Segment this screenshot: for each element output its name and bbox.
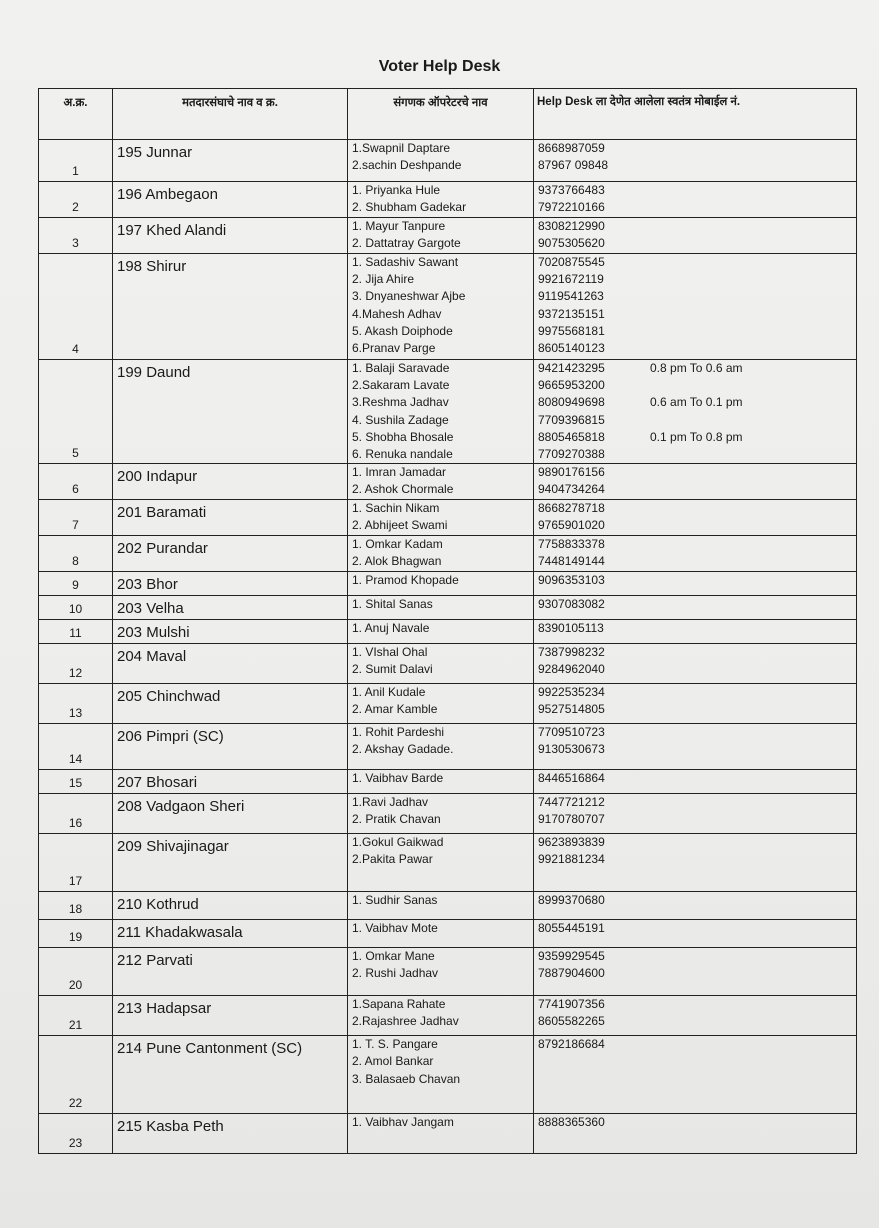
operator-name: 6. Renuka nandale bbox=[352, 446, 453, 461]
operators-cell bbox=[348, 140, 534, 182]
operators-cell bbox=[348, 218, 534, 254]
mobile-line bbox=[538, 948, 853, 965]
helpdesk-mobile-cell bbox=[534, 1036, 857, 1114]
mobile-line bbox=[538, 182, 853, 199]
mobile-line bbox=[538, 811, 853, 828]
operator-name: 1. VIshal Ohal bbox=[352, 645, 428, 660]
mobile-line bbox=[538, 377, 853, 394]
operators-cell bbox=[348, 620, 534, 644]
table-row bbox=[39, 620, 857, 644]
mobile-line bbox=[538, 306, 853, 323]
operator-name: 1. Mayur Tanpure bbox=[352, 219, 446, 233]
mobile-number: 7758833378 bbox=[538, 537, 605, 552]
operators-cell bbox=[348, 464, 534, 500]
helpdesk-mobile-cell bbox=[534, 500, 857, 536]
header-operators: संगणक ऑपरेटरचे नाव bbox=[348, 89, 534, 140]
operator-name: 2. Amol Bankar bbox=[352, 1054, 434, 1069]
constituency-name-cell: 208 Vadgaon Sheri bbox=[113, 794, 348, 834]
constituency-name-cell: 214 Pune Cantonment (SC) bbox=[113, 1036, 348, 1114]
helpdesk-mobile-cell bbox=[534, 834, 857, 892]
serial-number-cell: 20 bbox=[39, 948, 113, 996]
table-row bbox=[39, 770, 857, 794]
mobile-number: 9421423295 bbox=[538, 361, 605, 375]
shift-time: 0.1 pm To 0.8 pm bbox=[650, 429, 743, 444]
constituency-name-cell: 197 Khed Alandi bbox=[113, 218, 348, 254]
operator-name: 3.Reshma Jadhav bbox=[352, 395, 449, 410]
table-row bbox=[39, 500, 857, 536]
serial-number-cell: 18 bbox=[39, 892, 113, 920]
mobile-number: 7448149144 bbox=[538, 554, 605, 569]
mobile-line bbox=[538, 1114, 853, 1131]
serial-number-cell: 17 bbox=[39, 834, 113, 892]
table-row bbox=[39, 948, 857, 996]
operator-name: 1. Priyanka Hule bbox=[352, 183, 441, 197]
table-row bbox=[39, 892, 857, 920]
operators-cell bbox=[348, 948, 534, 996]
table-row bbox=[39, 920, 857, 948]
operators-cell bbox=[348, 684, 534, 724]
operator-name: 2.Rajashree Jadhav bbox=[352, 1014, 459, 1029]
mobile-line bbox=[538, 517, 853, 534]
operator-name: 1.Gokul Gaikwad bbox=[352, 835, 444, 850]
mobile-line bbox=[538, 741, 853, 758]
operator-name: 2. Rushi Jadhav bbox=[352, 966, 439, 981]
serial-number-cell: 16 bbox=[39, 794, 113, 834]
operators-cell bbox=[348, 770, 534, 794]
mobile-number: 9765901020 bbox=[538, 518, 605, 533]
table-row bbox=[39, 596, 857, 620]
operator-name: 2. Alok Bhagwan bbox=[352, 554, 442, 569]
operator-name: 1.Swapnil Daptare bbox=[352, 141, 451, 155]
mobile-number: 7447721212 bbox=[538, 795, 605, 810]
operator-name: 1. Sadashiv Sawant bbox=[352, 255, 459, 269]
operator-name: 1. Vaibhav Mote bbox=[352, 921, 438, 936]
mobile-number: 8668278718 bbox=[538, 501, 605, 516]
mobile-line bbox=[538, 1036, 853, 1053]
mobile-number: 9307083082 bbox=[538, 597, 605, 612]
mobile-number: 9921881234 bbox=[538, 852, 605, 867]
mobile-number: 9527514805 bbox=[538, 702, 605, 717]
constituency-name-cell: 203 Velha bbox=[113, 596, 348, 620]
operators-cell bbox=[348, 254, 534, 360]
table-row bbox=[39, 536, 857, 572]
helpdesk-mobile-cell bbox=[534, 644, 857, 684]
mobile-number: 9623893839 bbox=[538, 835, 605, 850]
serial-number-cell: 19 bbox=[39, 920, 113, 948]
mobile-number: 8668987059 bbox=[538, 141, 605, 155]
serial-number-cell: 2 bbox=[39, 182, 113, 218]
operator-name: 1. Shital Sanas bbox=[352, 597, 433, 612]
constituency-name-cell: 195 Junnar bbox=[113, 140, 348, 182]
operator-name: 2.Pakita Pawar bbox=[352, 852, 433, 867]
mobile-number: 8999370680 bbox=[538, 893, 605, 908]
mobile-line bbox=[538, 340, 853, 357]
help-desk-table bbox=[38, 88, 857, 1154]
mobile-number: 87967 09848 bbox=[538, 158, 609, 173]
operator-name: 2. Amar Kamble bbox=[352, 702, 438, 717]
operator-name: 6.Pranav Parge bbox=[352, 340, 436, 355]
mobile-line bbox=[538, 157, 853, 174]
helpdesk-mobile-cell bbox=[534, 596, 857, 620]
table-row bbox=[39, 794, 857, 834]
mobile-line bbox=[538, 271, 853, 288]
mobile-line bbox=[538, 323, 853, 340]
operator-name: 2. Sumit Dalavi bbox=[352, 662, 433, 677]
operator-name: 2.sachin Deshpande bbox=[352, 158, 462, 173]
constituency-name-cell: 203 Mulshi bbox=[113, 620, 348, 644]
constituency-name-cell: 211 Khadakwasala bbox=[113, 920, 348, 948]
mobile-number: 9284962040 bbox=[538, 662, 605, 677]
serial-number-cell: 13 bbox=[39, 684, 113, 724]
mobile-line bbox=[538, 770, 853, 787]
serial-number-cell: 12 bbox=[39, 644, 113, 684]
table-row bbox=[39, 644, 857, 684]
constituency-name-cell: 215 Kasba Peth bbox=[113, 1114, 348, 1154]
operator-name: 4.Mahesh Adhav bbox=[352, 306, 442, 321]
mobile-line bbox=[538, 851, 853, 868]
table-row bbox=[39, 464, 857, 500]
constituency-name-cell: 196 Ambegaon bbox=[113, 182, 348, 218]
constituency-name-cell: 205 Chinchwad bbox=[113, 684, 348, 724]
helpdesk-mobile-cell bbox=[534, 1114, 857, 1154]
table-row bbox=[39, 834, 857, 892]
helpdesk-mobile-cell bbox=[534, 218, 857, 254]
mobile-line bbox=[538, 701, 853, 718]
shift-time: 0.6 am To 0.1 pm bbox=[650, 395, 743, 410]
shift-time: 0.8 pm To 0.6 am bbox=[650, 361, 743, 375]
mobile-line bbox=[538, 661, 853, 678]
constituency-name-cell: 201 Baramati bbox=[113, 500, 348, 536]
table-row bbox=[39, 218, 857, 254]
helpdesk-mobile-cell bbox=[534, 536, 857, 572]
operator-name: 1. Anuj Navale bbox=[352, 621, 430, 636]
mobile-number: 9921672119 bbox=[538, 272, 604, 287]
serial-number-cell: 23 bbox=[39, 1114, 113, 1154]
serial-number-cell: 7 bbox=[39, 500, 113, 536]
table-row bbox=[39, 684, 857, 724]
helpdesk-mobile-cell bbox=[534, 794, 857, 834]
mobile-number: 9130530673 bbox=[538, 742, 605, 757]
operator-name: 5. Akash Doiphode bbox=[352, 323, 453, 338]
mobile-line bbox=[538, 412, 853, 429]
operators-cell bbox=[348, 500, 534, 536]
helpdesk-mobile-cell bbox=[534, 996, 857, 1036]
operator-name: 2. Akshay Gadade. bbox=[352, 742, 454, 757]
constituency-name-cell: 210 Kothrud bbox=[113, 892, 348, 920]
table-row bbox=[39, 724, 857, 770]
mobile-line bbox=[538, 500, 853, 517]
helpdesk-mobile-cell bbox=[534, 360, 857, 464]
mobile-number: 9890176156 bbox=[538, 465, 605, 480]
mobile-line bbox=[538, 794, 853, 811]
table-row bbox=[39, 360, 857, 464]
table-row bbox=[39, 254, 857, 360]
mobile-number: 8792186684 bbox=[538, 1037, 605, 1052]
operator-name: 1. Omkar Kadam bbox=[352, 537, 443, 552]
table-row bbox=[39, 996, 857, 1036]
constituency-name-cell: 202 Purandar bbox=[113, 536, 348, 572]
mobile-line bbox=[538, 920, 853, 937]
serial-number-cell: 4 bbox=[39, 254, 113, 360]
helpdesk-mobile-cell bbox=[534, 620, 857, 644]
mobile-line bbox=[538, 684, 853, 701]
operator-name: 1. Vaibhav Barde bbox=[352, 771, 444, 786]
mobile-line bbox=[538, 446, 853, 463]
mobile-number: 9922535234 bbox=[538, 685, 605, 700]
table-row bbox=[39, 572, 857, 596]
mobile-line bbox=[538, 536, 853, 553]
table-header-row bbox=[39, 89, 857, 140]
helpdesk-mobile-cell bbox=[534, 572, 857, 596]
helpdesk-mobile-cell bbox=[534, 254, 857, 360]
serial-number-cell: 5 bbox=[39, 360, 113, 464]
mobile-line bbox=[538, 620, 853, 637]
constituency-name-cell: 209 Shivajinagar bbox=[113, 834, 348, 892]
mobile-number: 7709396815 bbox=[538, 412, 605, 427]
serial-number-cell: 10 bbox=[39, 596, 113, 620]
mobile-number: 9119541263 bbox=[538, 289, 604, 304]
mobile-number: 7972210166 bbox=[538, 200, 605, 215]
operator-name: 2. Ashok Chormale bbox=[352, 482, 454, 497]
operators-cell bbox=[348, 724, 534, 770]
serial-number-cell: 8 bbox=[39, 536, 113, 572]
mobile-line bbox=[538, 394, 853, 411]
mobile-number: 9075305620 bbox=[538, 236, 605, 251]
mobile-line bbox=[538, 892, 853, 909]
mobile-line bbox=[538, 360, 853, 377]
operator-name: 1.Sapana Rahate bbox=[352, 997, 446, 1012]
mobile-line bbox=[538, 254, 853, 271]
mobile-number: 9665953200 bbox=[538, 378, 605, 393]
mobile-number: 9975568181 bbox=[538, 323, 605, 338]
mobile-line bbox=[538, 724, 853, 741]
header-serial: अ.क्र. bbox=[39, 89, 113, 140]
operator-name: 1. Rohit Pardeshi bbox=[352, 725, 445, 740]
mobile-line bbox=[538, 199, 853, 216]
operator-name: 1. Balaji Saravade bbox=[352, 361, 450, 375]
mobile-line bbox=[538, 481, 853, 498]
operators-cell bbox=[348, 644, 534, 684]
mobile-number: 8888365360 bbox=[538, 1115, 605, 1130]
operator-name: 1. Sachin Nikam bbox=[352, 501, 440, 516]
serial-number-cell: 9 bbox=[39, 572, 113, 596]
header-constituency: मतदारसंघाचे नाव व क्र. bbox=[113, 89, 348, 140]
helpdesk-mobile-cell bbox=[534, 182, 857, 218]
mobile-line bbox=[538, 1013, 853, 1030]
constituency-name-cell: 198 Shirur bbox=[113, 254, 348, 360]
constituency-name-cell: 199 Daund bbox=[113, 360, 348, 464]
serial-number-cell: 21 bbox=[39, 996, 113, 1036]
helpdesk-mobile-cell bbox=[534, 920, 857, 948]
mobile-number: 9096353103 bbox=[538, 573, 605, 588]
operator-name: 1. Pramod Khopade bbox=[352, 573, 459, 588]
mobile-line bbox=[538, 834, 853, 851]
mobile-number: 8605140123 bbox=[538, 340, 605, 355]
operator-name: 1. Omkar Mane bbox=[352, 949, 435, 964]
table-row bbox=[39, 140, 857, 182]
header-helpdesk-mobile: Help Desk ला देणेत आलेला स्वतंत्र मोबाईल नं. bbox=[534, 89, 857, 140]
operator-name: 1. Sudhir Sanas bbox=[352, 893, 438, 908]
serial-number-cell: 3 bbox=[39, 218, 113, 254]
mobile-number: 7887904600 bbox=[538, 966, 605, 981]
operator-name: 1.Ravi Jadhav bbox=[352, 795, 429, 810]
operators-cell bbox=[348, 182, 534, 218]
mobile-line bbox=[538, 218, 853, 235]
mobile-number: 7741907356 bbox=[538, 997, 605, 1012]
operator-name: 5. Shobha Bhosale bbox=[352, 429, 454, 444]
constituency-name-cell: 212 Parvati bbox=[113, 948, 348, 996]
operator-name: 3. Dnyaneshwar Ajbe bbox=[352, 289, 466, 304]
mobile-number: 7709510723 bbox=[538, 725, 605, 740]
operator-name: 2. Shubham Gadekar bbox=[352, 200, 467, 215]
operators-cell bbox=[348, 996, 534, 1036]
constituency-name-cell: 200 Indapur bbox=[113, 464, 348, 500]
operators-cell bbox=[348, 920, 534, 948]
mobile-line bbox=[538, 553, 853, 570]
table-row bbox=[39, 1036, 857, 1114]
mobile-line bbox=[538, 596, 853, 613]
operators-cell bbox=[348, 1114, 534, 1154]
operator-name: 2. Abhijeet Swami bbox=[352, 518, 448, 533]
mobile-number: 7387998232 bbox=[538, 645, 605, 660]
operator-name: 2. Dattatray Gargote bbox=[352, 236, 461, 251]
table-body bbox=[39, 140, 857, 1154]
serial-number-cell: 11 bbox=[39, 620, 113, 644]
mobile-line bbox=[538, 644, 853, 661]
mobile-number: 9372135151 bbox=[538, 306, 605, 321]
mobile-number: 7709270388 bbox=[538, 446, 605, 461]
mobile-number: 8080949698 bbox=[538, 395, 605, 410]
operator-name: 2. Jija Ahire bbox=[352, 272, 415, 287]
operators-cell bbox=[348, 360, 534, 464]
mobile-number: 8390105113 bbox=[538, 621, 604, 636]
table-row bbox=[39, 182, 857, 218]
operators-cell bbox=[348, 834, 534, 892]
mobile-number: 8055445191 bbox=[538, 921, 605, 936]
helpdesk-mobile-cell bbox=[534, 892, 857, 920]
helpdesk-mobile-cell bbox=[534, 724, 857, 770]
operator-name: 1. T. S. Pangare bbox=[352, 1037, 438, 1052]
operators-cell bbox=[348, 794, 534, 834]
helpdesk-mobile-cell bbox=[534, 948, 857, 996]
mobile-line bbox=[538, 288, 853, 305]
mobile-number: 8805465818 bbox=[538, 429, 605, 444]
operators-cell bbox=[348, 572, 534, 596]
operator-name: 4. Sushila Zadage bbox=[352, 412, 449, 427]
mobile-line bbox=[538, 965, 853, 982]
constituency-name-cell: 203 Bhor bbox=[113, 572, 348, 596]
constituency-name-cell: 213 Hadapsar bbox=[113, 996, 348, 1036]
operator-name: 2. Pratik Chavan bbox=[352, 812, 441, 827]
page-title: Voter Help Desk bbox=[378, 58, 501, 75]
helpdesk-mobile-cell bbox=[534, 464, 857, 500]
serial-number-cell: 15 bbox=[39, 770, 113, 794]
serial-number-cell: 22 bbox=[39, 1036, 113, 1114]
constituency-name-cell: 204 Maval bbox=[113, 644, 348, 684]
constituency-name-cell: 207 Bhosari bbox=[113, 770, 348, 794]
operator-name: 2.Sakaram Lavate bbox=[352, 378, 450, 393]
serial-number-cell: 14 bbox=[39, 724, 113, 770]
table-row bbox=[39, 1114, 857, 1154]
operator-name: 1. Anil Kudale bbox=[352, 685, 426, 700]
mobile-number: 7020875545 bbox=[538, 255, 605, 269]
mobile-number: 9404734264 bbox=[538, 482, 605, 497]
mobile-line bbox=[538, 429, 853, 446]
operator-name: 1. Vaibhav Jangam bbox=[352, 1115, 454, 1130]
operators-cell bbox=[348, 596, 534, 620]
mobile-line bbox=[538, 140, 853, 157]
mobile-number: 8605582265 bbox=[538, 1014, 605, 1029]
helpdesk-mobile-cell bbox=[534, 770, 857, 794]
mobile-line bbox=[538, 235, 853, 252]
helpdesk-mobile-cell bbox=[534, 140, 857, 182]
constituency-name-cell: 206 Pimpri (SC) bbox=[113, 724, 348, 770]
mobile-number: 8308212990 bbox=[538, 219, 605, 233]
operators-cell bbox=[348, 1036, 534, 1114]
mobile-line bbox=[538, 572, 853, 589]
serial-number-cell: 1 bbox=[39, 140, 113, 182]
serial-number-cell: 6 bbox=[39, 464, 113, 500]
operator-name: 1. Imran Jamadar bbox=[352, 465, 447, 480]
mobile-line bbox=[538, 996, 853, 1013]
mobile-number: 9170780707 bbox=[538, 812, 605, 827]
operators-cell bbox=[348, 892, 534, 920]
helpdesk-mobile-cell bbox=[534, 684, 857, 724]
mobile-number: 9359929545 bbox=[538, 949, 605, 964]
mobile-number: 8446516864 bbox=[538, 771, 605, 786]
mobile-number: 9373766483 bbox=[538, 183, 605, 197]
operator-name: 3. Balasaeb Chavan bbox=[352, 1071, 461, 1086]
mobile-line bbox=[538, 464, 853, 481]
operators-cell bbox=[348, 536, 534, 572]
